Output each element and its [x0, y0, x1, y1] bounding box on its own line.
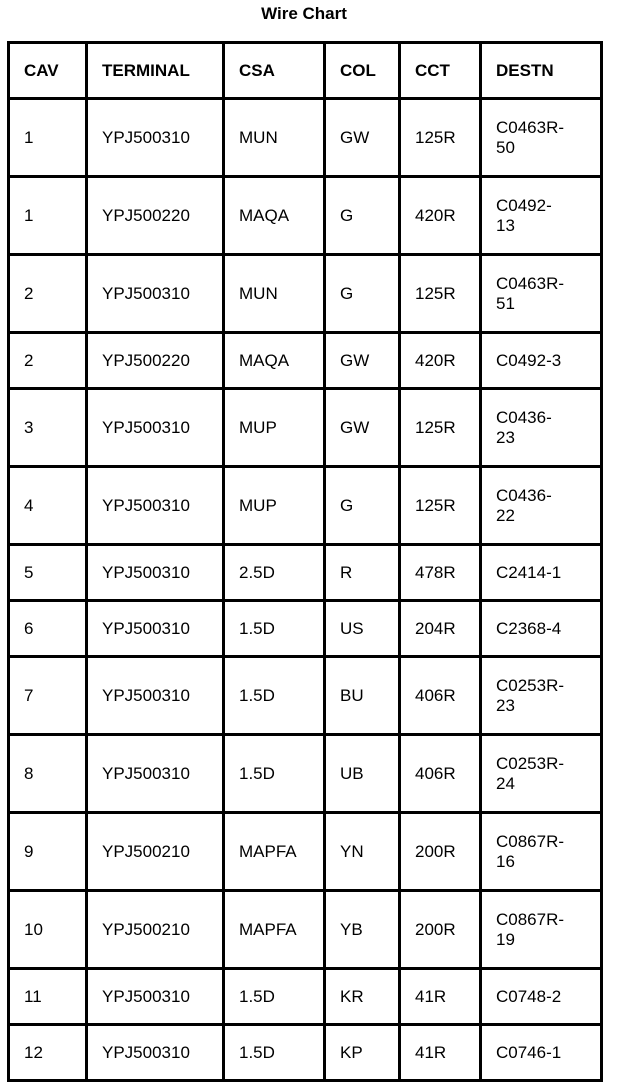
cell-csa: MAPFA [224, 813, 325, 891]
cell-col: US [325, 601, 400, 657]
cell-col: UB [325, 735, 400, 813]
cell-cct: 41R [400, 969, 481, 1025]
cell-cct: 200R [400, 891, 481, 969]
cell-terminal: YPJ500310 [87, 735, 224, 813]
cell-destn: C2368-4 [481, 601, 602, 657]
cell-terminal: YPJ500310 [87, 255, 224, 333]
cell-cct: 200R [400, 813, 481, 891]
cell-csa: MAPFA [224, 891, 325, 969]
table-row [9, 545, 602, 601]
wire-chart-table [7, 41, 603, 1082]
cell-cct: 125R [400, 255, 481, 333]
cell-csa: 1.5D [224, 735, 325, 813]
cell-col: G [325, 467, 400, 545]
cell-terminal: YPJ500310 [87, 601, 224, 657]
header-cct: CCT [400, 43, 481, 99]
cell-destn: C0463R- 51 [481, 255, 602, 333]
cell-terminal: YPJ500220 [87, 333, 224, 389]
cell-terminal: YPJ500310 [87, 389, 224, 467]
cell-col: GW [325, 99, 400, 177]
cell-destn: C0746-1 [481, 1025, 602, 1081]
cell-terminal: YPJ500210 [87, 813, 224, 891]
cell-cct: 406R [400, 735, 481, 813]
cell-terminal: YPJ500220 [87, 177, 224, 255]
cell-csa: MUN [224, 99, 325, 177]
header-csa: CSA [224, 43, 325, 99]
cell-cct: 125R [400, 99, 481, 177]
header-row [9, 43, 602, 99]
cell-csa: 2.5D [224, 545, 325, 601]
cell-col: R [325, 545, 400, 601]
cell-csa: MUN [224, 255, 325, 333]
cell-terminal: YPJ500310 [87, 969, 224, 1025]
table-row [9, 735, 602, 813]
header-terminal: TERMINAL [87, 43, 224, 99]
table-row [9, 969, 602, 1025]
cell-cct: 420R [400, 333, 481, 389]
cell-cct: 125R [400, 389, 481, 467]
cell-cct: 204R [400, 601, 481, 657]
table-row [9, 891, 602, 969]
cell-cct: 406R [400, 657, 481, 735]
table-row [9, 389, 602, 467]
table-row [9, 333, 602, 389]
cell-terminal: YPJ500310 [87, 467, 224, 545]
table-row [9, 99, 602, 177]
cell-destn: C0867R- 16 [481, 813, 602, 891]
table-row [9, 177, 602, 255]
cell-cav: 2 [9, 333, 87, 389]
cell-terminal: YPJ500210 [87, 891, 224, 969]
cell-destn: C0253R- 23 [481, 657, 602, 735]
cell-col: GW [325, 333, 400, 389]
cell-cav: 3 [9, 389, 87, 467]
cell-cav: 11 [9, 969, 87, 1025]
cell-cav: 1 [9, 177, 87, 255]
cell-destn: C0436- 22 [481, 467, 602, 545]
cell-col: BU [325, 657, 400, 735]
table-row [9, 255, 602, 333]
cell-cct: 420R [400, 177, 481, 255]
cell-destn: C2414-1 [481, 545, 602, 601]
cell-csa: MAQA [224, 177, 325, 255]
table-body [9, 99, 602, 1081]
cell-csa: 1.5D [224, 601, 325, 657]
header-cav: CAV [9, 43, 87, 99]
cell-destn: C0253R- 24 [481, 735, 602, 813]
cell-cav: 5 [9, 545, 87, 601]
cell-cct: 125R [400, 467, 481, 545]
cell-destn: C0436- 23 [481, 389, 602, 467]
cell-cct: 41R [400, 1025, 481, 1081]
page-title: Wire Chart [261, 4, 347, 23]
table-row [9, 813, 602, 891]
cell-col: KR [325, 969, 400, 1025]
cell-col: G [325, 255, 400, 333]
cell-destn: C0748-2 [481, 969, 602, 1025]
cell-cav: 12 [9, 1025, 87, 1081]
cell-terminal: YPJ500310 [87, 545, 224, 601]
cell-cav: 4 [9, 467, 87, 545]
cell-cav: 1 [9, 99, 87, 177]
cell-csa: 1.5D [224, 1025, 325, 1081]
cell-cav: 8 [9, 735, 87, 813]
cell-cav: 10 [9, 891, 87, 969]
cell-cav: 9 [9, 813, 87, 891]
cell-col: KP [325, 1025, 400, 1081]
cell-csa: MAQA [224, 333, 325, 389]
cell-destn: C0492-3 [481, 333, 602, 389]
cell-col: YB [325, 891, 400, 969]
cell-destn: C0463R- 50 [481, 99, 602, 177]
table-row [9, 467, 602, 545]
cell-cav: 7 [9, 657, 87, 735]
cell-csa: MUP [224, 467, 325, 545]
cell-cct: 478R [400, 545, 481, 601]
cell-terminal: YPJ500310 [87, 1025, 224, 1081]
cell-cav: 2 [9, 255, 87, 333]
cell-csa: 1.5D [224, 969, 325, 1025]
table-row [9, 1025, 602, 1081]
header-col: COL [325, 43, 400, 99]
cell-col: G [325, 177, 400, 255]
cell-col: GW [325, 389, 400, 467]
cell-terminal: YPJ500310 [87, 657, 224, 735]
header-destn: DESTN [481, 43, 602, 99]
table-row [9, 601, 602, 657]
cell-destn: C0492- 13 [481, 177, 602, 255]
table-row [9, 657, 602, 735]
cell-destn: C0867R- 19 [481, 891, 602, 969]
cell-cav: 6 [9, 601, 87, 657]
cell-col: YN [325, 813, 400, 891]
cell-terminal: YPJ500310 [87, 99, 224, 177]
cell-csa: MUP [224, 389, 325, 467]
cell-csa: 1.5D [224, 657, 325, 735]
